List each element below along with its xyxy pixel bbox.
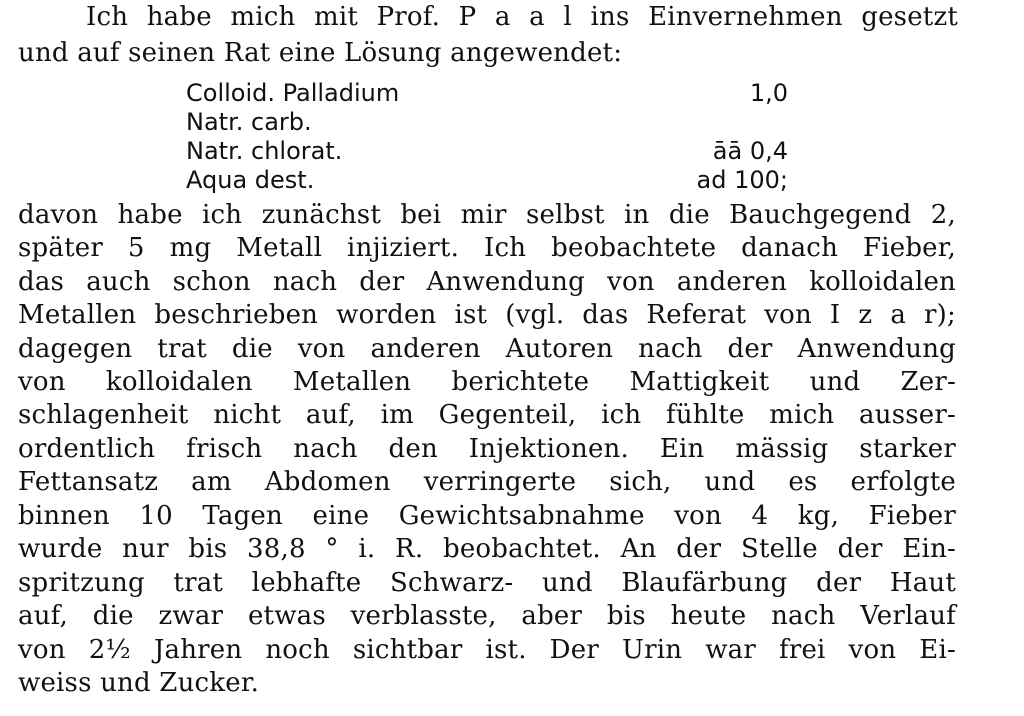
- formula-row: [186, 137, 806, 166]
- formula-row: [186, 166, 806, 195]
- formula-amount: 1,0: [749, 79, 788, 107]
- body-line-1: davon habe ich zunächst bei mir selbst in die Bauchgegend 2,: [18, 200, 956, 230]
- body-line-4: Metallen beschrieben worden ist (vgl. das Referat von I z a r);: [18, 300, 956, 330]
- formula-ingredient: Natr. chlorat.: [186, 137, 343, 165]
- formula-row: [186, 108, 806, 137]
- body-line-13: auf, die zwar etwas verblasste, aber bis heute nach Verlauf: [18, 601, 956, 631]
- body-line-14: von 2½ Jahren noch sichtbar ist. Der Urin war frei von Ei-: [18, 635, 956, 665]
- body-line-15: weiss und Zucker.: [18, 668, 260, 698]
- prescription-formula: [186, 79, 806, 197]
- intro-line-2: und auf seinen Rat eine Lösung angewendet:: [18, 38, 623, 68]
- intro-line-1: Ich habe mich mit Prof. P a a l ins Einvernehmen gesetzt: [86, 2, 958, 32]
- formula-ingredient: Aqua dest.: [186, 166, 315, 194]
- body-line-2: später 5 mg Metall injiziert. Ich beobachtete danach Fieber,: [18, 233, 956, 263]
- formula-amount: ad 100;: [696, 166, 788, 194]
- body-line-3: das auch schon nach der Anwendung von anderen kolloidalen: [18, 267, 956, 297]
- body-line-11: wurde nur bis 38,8 ° i. R. beobachtet. An der Stelle der Ein-: [18, 534, 956, 564]
- formula-row: [186, 79, 806, 108]
- body-line-7: schlagenheit nicht auf, im Gegenteil, ich fühlte mich ausser-: [18, 400, 956, 430]
- body-line-8: ordentlich frisch nach den Injektionen. Ein mässig starker: [18, 434, 956, 464]
- body-line-5: dagegen trat die von anderen Autoren nach der Anwendung: [18, 334, 956, 364]
- body-line-6: von kolloidalen Metallen berichtete Mattigkeit und Zer-: [18, 367, 956, 397]
- formula-ingredient: Natr. carb.: [186, 108, 312, 136]
- body-line-12: spritzung trat lebhafte Schwarz- und Blaufärbung der Haut: [18, 568, 956, 598]
- body-line-9: Fettansatz am Abdomen verringerte sich, und es erfolgte: [18, 467, 956, 497]
- body-line-10: binnen 10 Tagen eine Gewichtsabnahme von 4 kg, Fieber: [18, 501, 956, 531]
- formula-amount: āā 0,4: [712, 137, 788, 165]
- formula-ingredient: Colloid. Palladium: [186, 79, 400, 107]
